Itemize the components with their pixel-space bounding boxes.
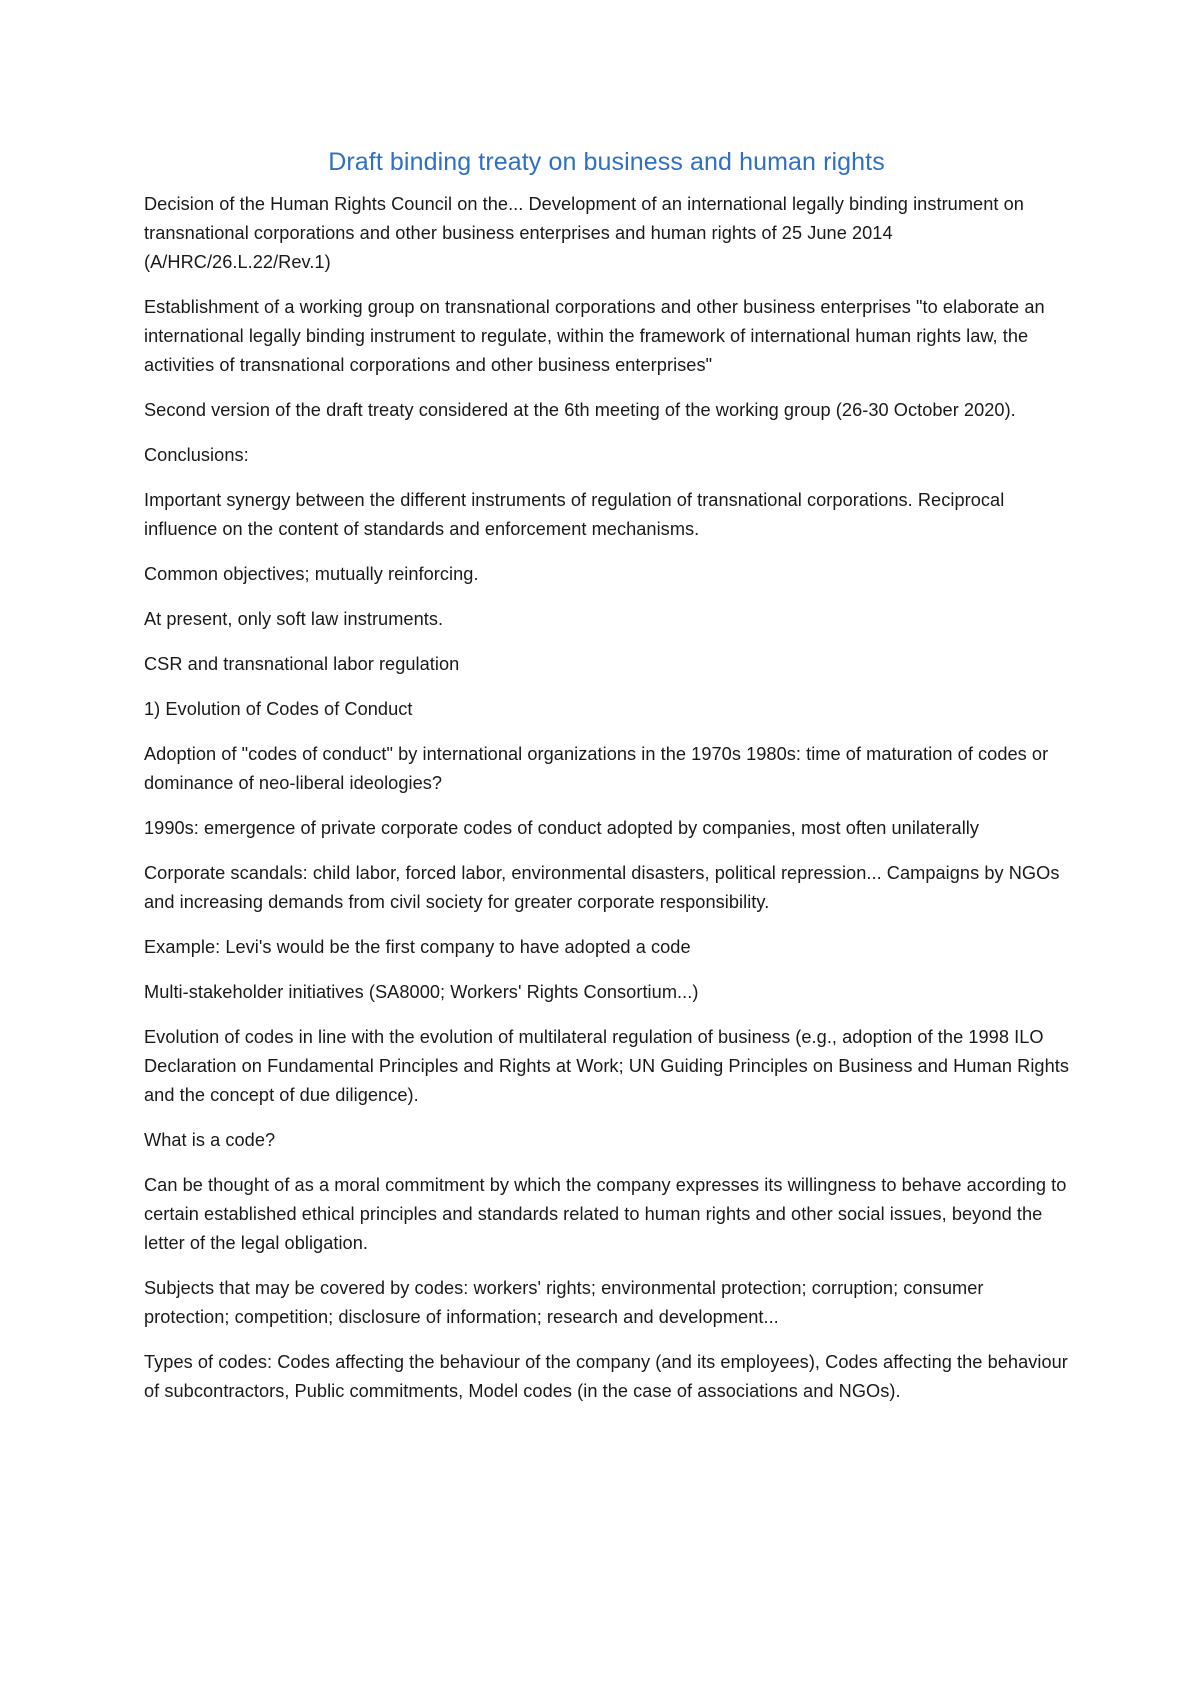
paragraph-synergy: Important synergy between the different instruments of regulation of transnational corporations. Reciprocal influence on the content of standards and enforcement mechanisms. xyxy=(144,490,1005,539)
paragraph-1990s: 1990s: emergence of private corporate codes of conduct adopted by companies, most often unilaterally xyxy=(144,818,980,838)
paragraph-multi-stakeholder: Multi-stakeholder initiatives (SA8000; Workers' Rights Consortium...) xyxy=(144,982,699,1002)
paragraph-codes-evolution: Evolution of codes in line with the evolution of multilateral regulation of business (e.g., adoption of the 1998 ILO Declaration on Fundamental Principles and Rights at Work; UN Guiding Principles on Business and Human Rights and the concept of due diligence). xyxy=(144,1027,1069,1105)
document-title: Draft binding treaty on business and human rights xyxy=(328,148,885,176)
paragraph-working-group: Establishment of a working group on transnational corporations and other business enterprises "to elaborate an international legally binding instrument to regulate, within the framework of international human rights law, the activities of transnational corporations and other business enterprises" xyxy=(144,297,1045,375)
paragraph-what-is-code: What is a code? xyxy=(144,1130,276,1150)
paragraph-second-version: Second version of the draft treaty considered at the 6th meeting of the working group (26-30 October 2020). xyxy=(144,400,1016,420)
paragraph-scandals: Corporate scandals: child labor, forced labor, environmental disasters, political repression... Campaigns by NGOs and increasing demands from civil society for greater corporate responsibility. xyxy=(144,863,1060,912)
paragraph-common-objectives: Common objectives; mutually reinforcing. xyxy=(144,564,479,584)
paragraph-subjects: Subjects that may be covered by codes: workers' rights; environmental protection; corruption; consumer protection; competition; disclosure of information; research and development... xyxy=(144,1278,984,1327)
paragraph-codes-adoption: Adoption of "codes of conduct" by international organizations in the 1970s 1980s: time of maturation of codes or dominance of neo-liberal ideologies? xyxy=(144,744,1049,793)
paragraph-evolution-heading: 1) Evolution of Codes of Conduct xyxy=(144,699,413,719)
document-body xyxy=(144,146,1069,1422)
paragraph-types-of-codes: Types of codes: Codes affecting the behaviour of the company (and its employees), Codes affecting the behaviour of subcontractors, Public commitments, Model codes (in the case of associations and NGOs). xyxy=(144,1352,1068,1401)
paragraph-moral-commitment: Can be thought of as a moral commitment by which the company expresses its willingness to behave according to certain established ethical principles and standards related to human rights and other social issues, beyond the letter of the legal obligation. xyxy=(144,1175,1067,1253)
paragraph-conclusions-heading: Conclusions: xyxy=(144,445,249,465)
paragraph-levis-example: Example: Levi's would be the first company to have adopted a code xyxy=(144,937,691,957)
paragraph-hrc-decision: Decision of the Human Rights Council on the... Development of an international legally binding instrument on transnational corporations and other business enterprises and human rights of 25 June 2014 (A/HRC/26.L.22/Rev.1) xyxy=(144,194,1024,272)
paragraph-soft-law: At present, only soft law instruments. xyxy=(144,609,444,629)
paragraph-csr-heading: CSR and transnational labor regulation xyxy=(144,654,460,674)
